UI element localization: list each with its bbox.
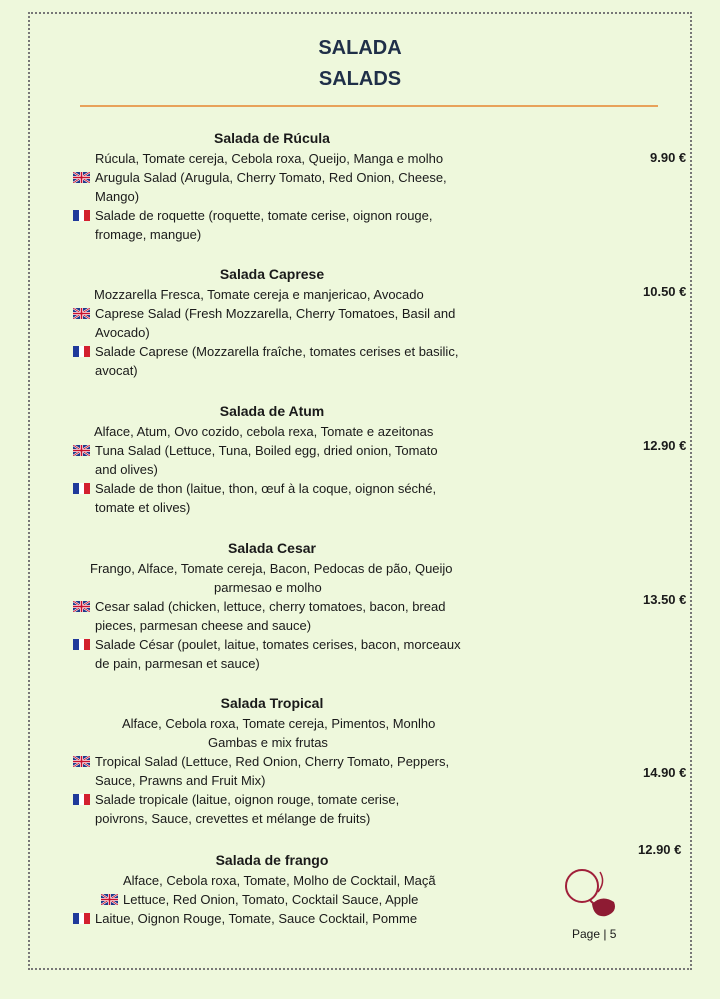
item-price: 10.50 € [643, 284, 687, 299]
page-title-en: SALADS [318, 68, 402, 90]
item-name: Salada Caprese [219, 266, 325, 282]
item-desc-pt: Mozzarella Fresca, Tomate cereja e manjericao, Avocado [94, 287, 424, 302]
item-desc-pt: Alface, Cebola roxa, Tomate, Molho de Cocktail, Maçã [123, 873, 436, 888]
item-price: 12.90 € [643, 438, 687, 453]
item-price: 14.90 € [643, 765, 687, 780]
item-desc-fr-cont: fromage, mangue) [95, 227, 202, 242]
item-desc-en: Tuna Salad (Lettuce, Tuna, Boiled egg, dried onion, Tomato [73, 441, 438, 460]
page-title-pt: SALADA [318, 37, 402, 59]
item-desc-fr: Salade de roquette (roquette, tomate cerise, oignon rouge, [73, 206, 433, 225]
item-desc-pt: Alface, Atum, Ovo cozido, cebola rexa, Tomate e azeitonas [94, 424, 434, 439]
page-number: Page | 5 [572, 927, 617, 941]
uk-flag-icon [73, 308, 90, 319]
item-desc-en: Caprese Salad (Fresh Mozzarella, Cherry Tomatoes, Basil and [73, 304, 455, 323]
item-price: 12.90 € [638, 842, 682, 857]
item-name: Salada de frango [215, 852, 329, 868]
item-desc-en-cont: Avocado) [95, 325, 150, 340]
uk-flag-icon [73, 172, 90, 183]
uk-flag-icon [101, 894, 118, 905]
item-desc-en: Tropical Salad (Lettuce, Red Onion, Cherry Tomato, Peppers, [73, 752, 449, 771]
france-flag-icon [73, 639, 90, 650]
item-desc-fr: Salade César (poulet, laitue, tomates cerises, bacon, morceaux [73, 635, 461, 654]
item-desc-en-cont: and olives) [95, 462, 158, 477]
item-desc-fr-cont: tomate et olives) [95, 500, 191, 515]
france-flag-icon [73, 210, 90, 221]
item-desc-fr: Salade tropicale (laitue, oignon rouge, tomate cerise, [73, 790, 399, 809]
item-desc-fr: Salade Caprese (Mozzarella fraîche, tomates cerises et basilic, [73, 342, 458, 361]
item-desc-pt: Alface, Cebola roxa, Tomate cereja, Pimentos, Monlho [122, 716, 436, 731]
item-name: Salada de Atum [219, 403, 325, 419]
item-desc-en-cont: Sauce, Prawns and Fruit Mix) [95, 773, 266, 788]
title-divider [80, 105, 658, 107]
item-desc-fr: Laitue, Oignon Rouge, Tomate, Sauce Cocktail, Pomme [73, 909, 417, 928]
wine-glass-logo [562, 864, 624, 922]
item-desc-pt: Frango, Alface, Tomate cereja, Bacon, Pedocas de pão, Queijo [90, 561, 453, 576]
item-desc-en-cont: Mango) [95, 189, 140, 204]
item-desc-fr-cont: poivrons, Sauce, crevettes et mélange de fruits) [95, 811, 371, 826]
item-name: Salada Tropical [220, 695, 324, 711]
item-desc-fr-cont: de pain, parmesan et sauce) [95, 656, 260, 671]
item-price: 9.90 € [650, 150, 687, 165]
item-name: Salada de Rúcula [214, 130, 330, 146]
france-flag-icon [73, 346, 90, 357]
uk-flag-icon [73, 601, 90, 612]
france-flag-icon [73, 913, 90, 924]
item-desc-fr-cont: avocat) [95, 363, 138, 378]
uk-flag-icon [73, 756, 90, 767]
item-desc-en: Cesar salad (chicken, lettuce, cherry tomatoes, bacon, bread [73, 597, 445, 616]
item-desc-pt-cont: Gambas e mix frutas [208, 735, 328, 750]
item-desc-pt-cont: parmesao e molho [214, 580, 322, 595]
item-desc-pt: Rúcula, Tomate cereja, Cebola roxa, Queijo, Manga e molho [95, 151, 444, 166]
item-desc-fr: Salade de thon (laitue, thon, œuf à la coque, oignon séché, [73, 479, 436, 498]
item-desc-en-cont: pieces, parmesan cheese and sauce) [95, 618, 312, 633]
france-flag-icon [73, 483, 90, 494]
item-name: Salada Cesar [228, 540, 316, 556]
item-price: 13.50 € [643, 592, 687, 607]
item-desc-en: Arugula Salad (Arugula, Cherry Tomato, Red Onion, Cheese, [73, 168, 447, 187]
item-desc-en: Lettuce, Red Onion, Tomato, Cocktail Sauce, Apple [101, 890, 418, 909]
uk-flag-icon [73, 445, 90, 456]
france-flag-icon [73, 794, 90, 805]
